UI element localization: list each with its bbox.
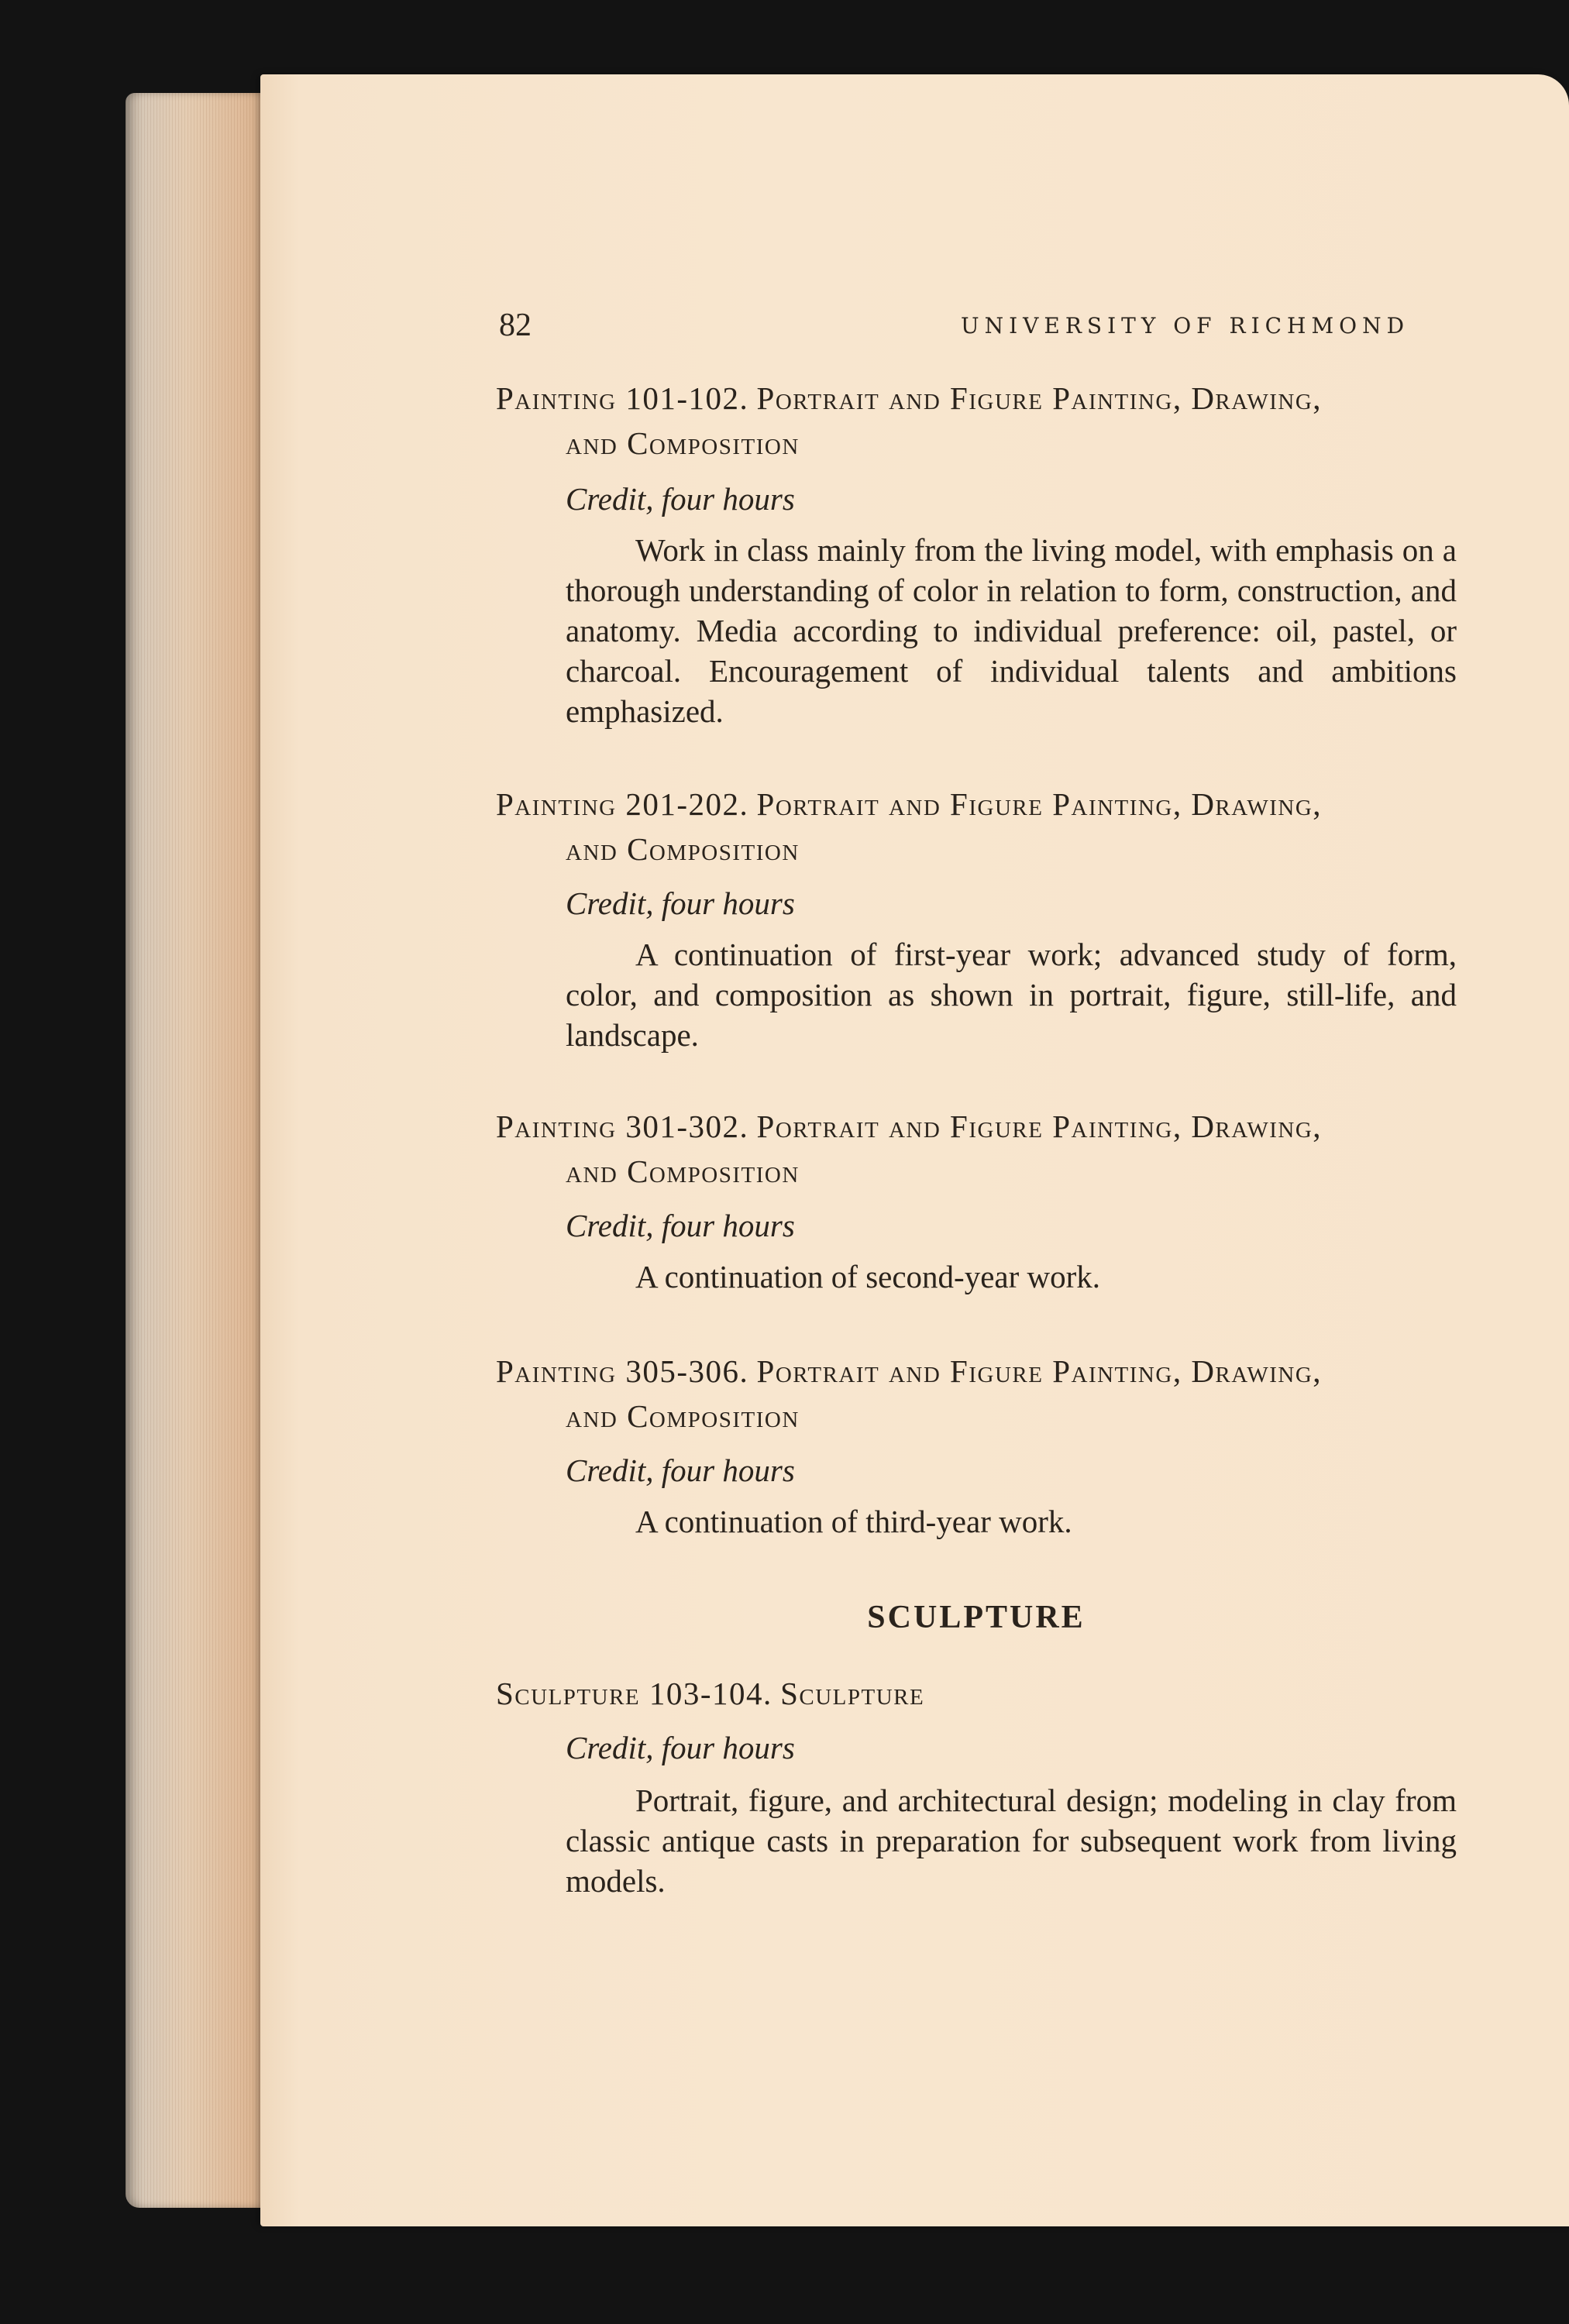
course-title-line1: Sculpture (780, 1676, 925, 1711)
course-title (496, 1351, 1457, 1391)
course-credit: Credit, four hours (566, 1208, 795, 1243)
course-title-line1: Portrait and Figure Painting, Drawing, (756, 380, 1323, 416)
course-title (496, 784, 1457, 824)
course-title-line1: Portrait and Figure Painting, Drawing, (756, 1109, 1323, 1144)
course-credit: Credit, four hours (566, 1730, 795, 1765)
course-title (496, 1673, 1457, 1714)
course-code: Sculpture 103-104. (496, 1676, 772, 1711)
course-description: A continuation of second-year work. (635, 1259, 1101, 1294)
page-edges (126, 93, 277, 2208)
course-credit: Credit, four hours (566, 885, 795, 921)
course-title-line2: and Composition (566, 1398, 800, 1434)
page-number: 82 (499, 308, 532, 343)
section-heading-sculpture: SCULPTURE (867, 1600, 1086, 1635)
course-title-line1: Portrait and Figure Painting, Drawing, (756, 786, 1323, 822)
course-code: Painting 301-302. (496, 1109, 749, 1144)
course-description: Work in class mainly from the living model, with emphasis on a thorough understanding of color in relation to form, construction, and anatomy. Media according to individual preference: oil, pastel, or charcoal. Encouragement of individual talents and ambitions emphasized. (566, 532, 1457, 729)
running-head: UNIVERSITY OF RICHMOND (961, 313, 1410, 339)
course-title-line2: and Composition (566, 425, 800, 461)
course-title-line2: and Composition (566, 831, 800, 867)
course-credit: Credit, four hours (566, 481, 795, 517)
course-code: Painting 305-306. (496, 1353, 749, 1389)
course-credit: Credit, four hours (566, 1452, 795, 1488)
course-code: Painting 201-202. (496, 786, 749, 822)
course-title (496, 1106, 1457, 1147)
course-code: Painting 101-102. (496, 380, 749, 416)
course-description: A continuation of third-year work. (635, 1504, 1072, 1539)
course-description: A continuation of first-year work; advanced study of form, color, and composition as shown in portrait, figure, still-life, and landscape. (566, 937, 1457, 1053)
course-description: Portrait, figure, and architectural design; modeling in clay from classic antique casts in preparation for subsequent work from living models. (566, 1783, 1457, 1899)
course-title-line1: Portrait and Figure Painting, Drawing, (756, 1353, 1323, 1389)
course-title (496, 378, 1457, 418)
course-title-line2: and Composition (566, 1153, 800, 1189)
